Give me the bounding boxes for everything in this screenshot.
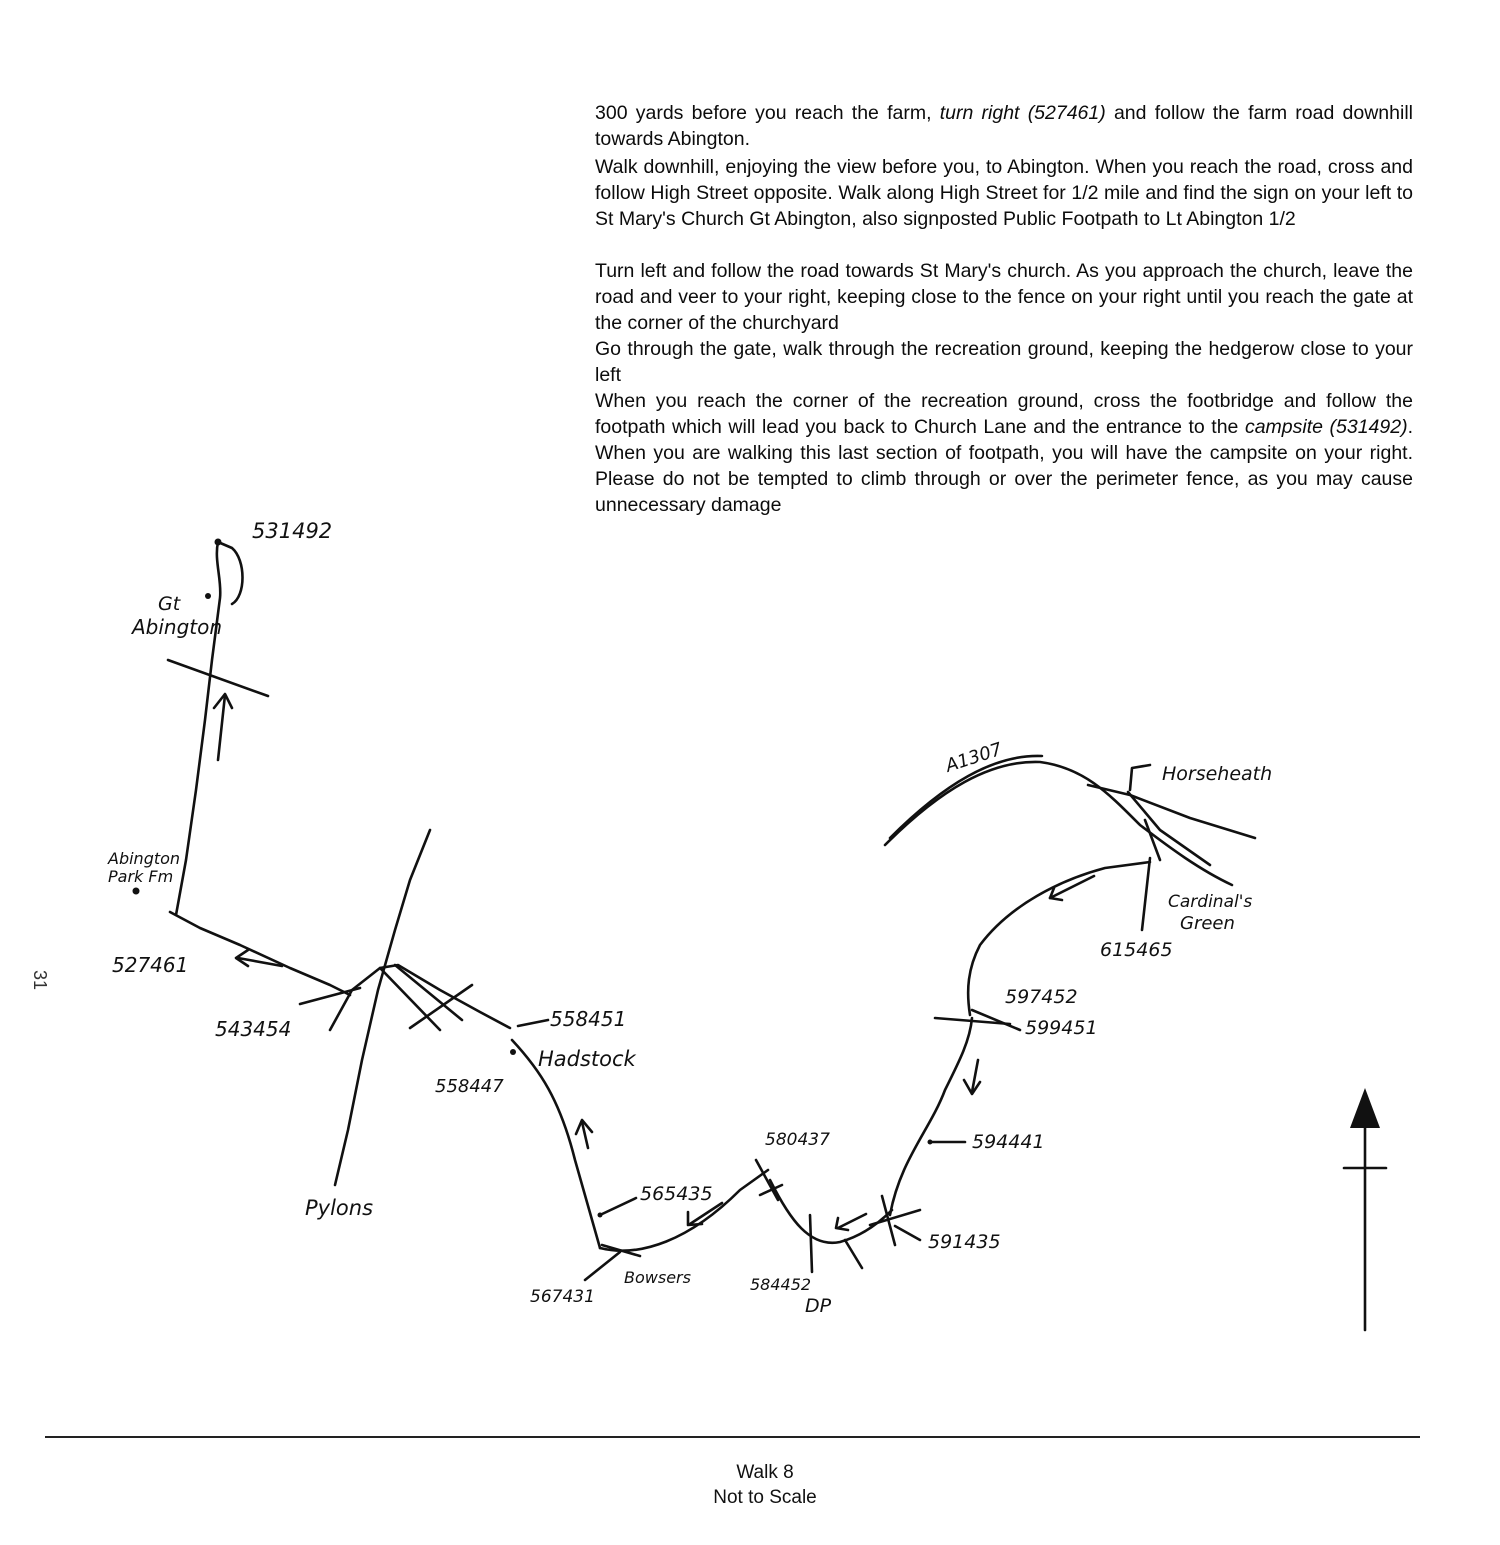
leader-591435 (895, 1226, 920, 1240)
horseheath-road-2 (1128, 792, 1210, 865)
route-path-north (176, 542, 220, 915)
label-hadstock: Hadstock (538, 1047, 636, 1071)
label-591435: 591435 (928, 1231, 1001, 1253)
label-bowsers: Bowsers (624, 1268, 691, 1287)
route-dp (770, 1180, 892, 1243)
grid-reference: turn right (527461) (939, 102, 1106, 124)
waypoint-hadstock (510, 1049, 516, 1055)
page-number: 31 (30, 970, 50, 991)
pylon-line (335, 830, 430, 1185)
label-531492: 531492 (252, 519, 333, 543)
waypoint-565435 (598, 1213, 603, 1218)
label-527461: 527461 (112, 953, 189, 977)
label-abington-park-1: Abington (108, 849, 181, 868)
waypoint-gt-abington (205, 593, 211, 599)
horseheath-road-1 (1088, 785, 1255, 838)
label-abington: Abington (132, 615, 223, 639)
arrow-north-1 (218, 695, 225, 760)
label-abington-park-2: Park Fm (108, 867, 174, 886)
dp-cross-1 (810, 1215, 812, 1272)
cross-track-1 (300, 988, 360, 1004)
label-gt: Gt (158, 593, 181, 615)
label-horseheath: Horseheath (1162, 763, 1273, 785)
leader-567431 (585, 1252, 620, 1280)
paragraph-high-street: Walk downhill, enjoying the view before you, to Abington. When you reach the road, cross and follow High Street opposite. Walk along High Street for 1/2 mile and find the sign on your left to St Mary's Church Gt Abington, also signposted Public Footpath to Lt Abington 1/2 (595, 156, 1413, 230)
label-580437: 580437 (765, 1130, 830, 1150)
map-title: Walk 8 (736, 1462, 794, 1483)
label-567431: 567431 (530, 1287, 595, 1307)
divider-line (45, 1436, 1420, 1438)
cross-599451 (972, 1010, 1020, 1030)
label-558451: 558451 (550, 1007, 627, 1031)
label-565435: 565435 (640, 1183, 713, 1205)
arrow-sw-1 (690, 1203, 722, 1224)
horseheath-road-3 (1130, 765, 1150, 790)
cardinals-spur (1142, 858, 1150, 930)
label-cardinals: Cardinal's (1168, 892, 1253, 912)
route-farm-road (170, 912, 350, 995)
route-north-east (890, 1018, 972, 1215)
leader-558451 (518, 1020, 548, 1026)
paragraph-text: . When you are walking this last section of footpath, you will have the campsite on your right. Please do not be tempted to climb through or over the perimeter fence, as you may cause unnecessary damage (595, 416, 1413, 516)
leader-565435 (600, 1198, 636, 1215)
map-scale-note: Not to Scale (713, 1487, 817, 1508)
label-615465: 615465 (1100, 939, 1173, 961)
label-543454: 543454 (215, 1017, 292, 1041)
paragraph-text: When you reach the corner of the recreation ground, cross the footbridge and follow the footpath which will lead you back to Church Lane and the entrance to the (595, 390, 1413, 438)
label-green: Green (1180, 913, 1235, 934)
label-599451: 599451 (1025, 1017, 1098, 1039)
label-558447: 558447 (435, 1076, 504, 1097)
cross-591435-b (870, 1210, 920, 1225)
waypoint-594441 (928, 1140, 933, 1145)
paragraph-text: and follow the farm road downhill towards Abington. (595, 102, 1413, 150)
label-pylons: Pylons (305, 1196, 374, 1220)
paragraph-recreation-ground: Go through the gate, walk through the recreation ground, keeping the hedgerow close to your left (595, 338, 1413, 386)
paragraph-church: Turn left and follow the road towards St Mary's church. As you approach the church, leave the road and veer to your right, keeping close to the fence on your right until you reach the gate at the corner of the churchyard (595, 260, 1413, 334)
label-597452: 597452 (1005, 986, 1078, 1008)
church-loop (218, 542, 243, 604)
label-a1307: A1307 (943, 738, 1005, 777)
north-arrow-head (1350, 1088, 1380, 1128)
label-dp: DP (805, 1295, 832, 1317)
dp-cross-2 (845, 1240, 862, 1268)
label-584452: 584452 (750, 1275, 812, 1294)
label-594441: 594441 (972, 1131, 1045, 1153)
grid-reference: campsite (531492) (1244, 416, 1408, 438)
paragraph-text: 300 yards before you reach the farm, (595, 102, 940, 124)
abington-road (168, 660, 268, 696)
waypoint-abington-park (133, 888, 140, 895)
campsite-marker (215, 539, 222, 546)
arrow-west-2 (838, 1214, 866, 1228)
